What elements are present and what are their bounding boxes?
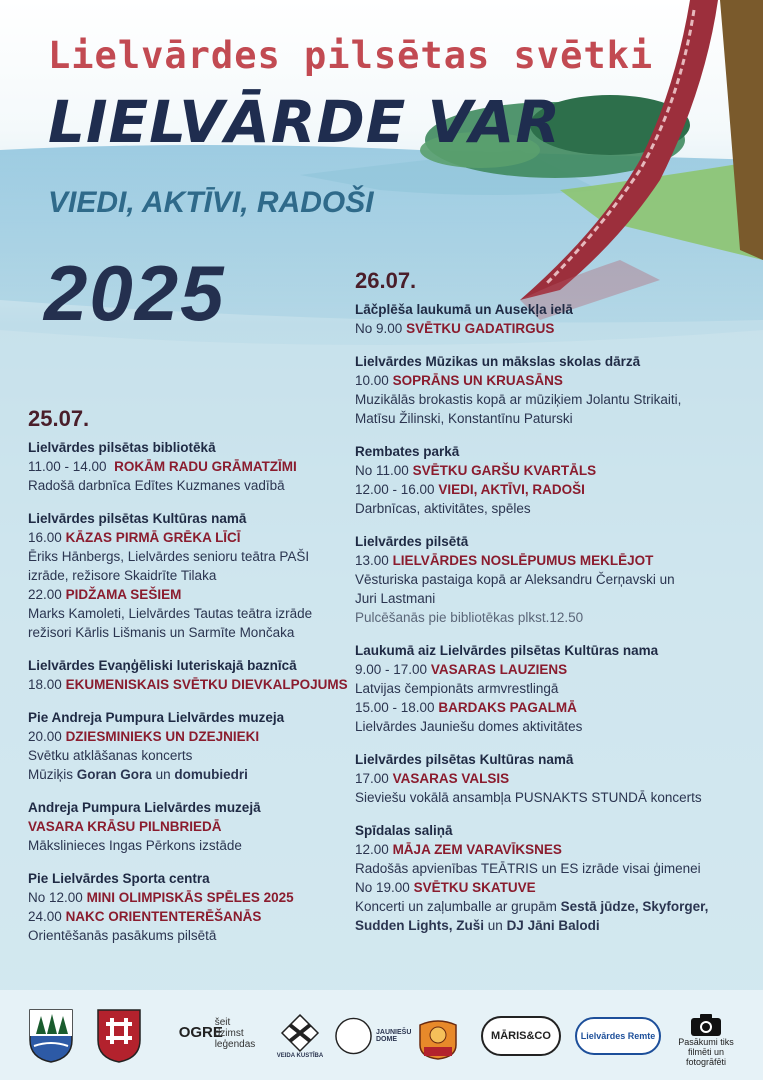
event-block bbox=[28, 869, 398, 945]
venue: Lielvārdes Evaņģēliski luteriskajā baznīcā bbox=[28, 658, 297, 673]
event-time: 11.00 - 14.00 bbox=[28, 459, 107, 474]
event-time: 24.00 bbox=[28, 909, 62, 924]
event-description: Juri Lastmani bbox=[355, 591, 436, 606]
camera-notice-line: filmēti un bbox=[687, 1047, 724, 1057]
ogre-county-coat-of-arms-icon bbox=[96, 1008, 142, 1064]
event-title: ROKĀM RADU GRĀMATZĪMI bbox=[114, 459, 297, 474]
event-line bbox=[28, 528, 398, 547]
venue: Lielvārdes pilsētas Kultūras namā bbox=[28, 511, 247, 526]
event-title: KĀZAS PIRMĀ GRĒKA LĪCĪ bbox=[65, 530, 241, 545]
event-line bbox=[28, 457, 398, 476]
lielvardes-remte-logo bbox=[578, 1008, 658, 1064]
event-time: No 19.00 bbox=[355, 880, 410, 895]
event-line bbox=[355, 878, 750, 897]
event-block bbox=[28, 656, 398, 694]
performer-name: DJ Jāni Balodi bbox=[506, 918, 600, 933]
jauniesu-circle-icon bbox=[334, 1016, 373, 1056]
event-line bbox=[355, 480, 750, 499]
event-title: VASARAS LAUZIENS bbox=[430, 662, 568, 677]
ogre-slogan-line: dzimst bbox=[214, 1027, 244, 1039]
event-title: VIEDI, AKTĪVI, RADOŠI bbox=[438, 482, 585, 497]
ogre-slogan-line: leģendas bbox=[214, 1038, 256, 1050]
event-time: No 9.00 bbox=[355, 321, 403, 336]
event-description: Lielvārdes Jauniešu domes aktivitātes bbox=[355, 719, 583, 734]
day1-schedule bbox=[28, 406, 398, 959]
event-time: 15.00 - 18.00 bbox=[355, 700, 435, 715]
veida-label: VEIDA KUSTĪBA bbox=[276, 1053, 324, 1059]
text: un bbox=[155, 767, 171, 782]
event-line bbox=[28, 675, 398, 694]
event-time: 20.00 bbox=[28, 729, 62, 744]
day1-date: 25.07. bbox=[28, 406, 90, 431]
event-description: Darbnīcas, aktivitātes, spēles bbox=[355, 501, 531, 516]
event-title: VASARAS VALSIS bbox=[392, 771, 510, 786]
event-time: 12.00 - 16.00 bbox=[355, 482, 435, 497]
event-title: VASARA KRĀSU PILNBRIEDĀ bbox=[28, 819, 222, 834]
event-title: SOPRĀNS UN KRUASĀNS bbox=[392, 373, 563, 388]
jauniesu-label: JAUNIEŠU DOME bbox=[376, 1029, 412, 1043]
event-time: 9.00 - 17.00 bbox=[355, 662, 428, 677]
event-title: NAKC ORIENTENTERĒŠANĀS bbox=[65, 909, 262, 924]
event-line bbox=[355, 840, 750, 859]
maris-co-logo bbox=[478, 1008, 564, 1064]
event-block bbox=[355, 442, 750, 518]
event-title: MĀJA ZEM VARAVĪKSNES bbox=[392, 842, 562, 857]
event-block bbox=[355, 750, 750, 807]
event-description: Radošās apvienības TEĀTRIS un ES izrāde visai ģimenei bbox=[355, 861, 701, 876]
performer-name: Goran Gora bbox=[76, 767, 152, 782]
event-time: 10.00 bbox=[355, 373, 389, 388]
venue: Andreja Pumpura Lielvārdes muzejā bbox=[28, 800, 261, 815]
event-description: Vēsturiska pastaiga kopā ar Aleksandru Čerņavski un bbox=[355, 572, 675, 587]
day2-schedule bbox=[355, 268, 750, 949]
slogan-subtitle: VIEDI, AKTĪVI, RADOŠI bbox=[48, 186, 374, 219]
event-title: LIELVĀRDES NOSLĒPUMUS MEKLĒJOT bbox=[392, 553, 654, 568]
event-block bbox=[355, 532, 750, 627]
ogre-brand-logo bbox=[172, 1008, 262, 1058]
text: Koncerti un zaļumballe ar grupām bbox=[355, 899, 557, 914]
venue: Lāčplēša laukumā un Ausekļa ielā bbox=[355, 302, 573, 317]
jauniesu-dome-logo bbox=[334, 1008, 410, 1064]
event-title: PIDŽAMA SEŠIEM bbox=[65, 587, 182, 602]
event-line bbox=[28, 907, 398, 926]
camera-notice-text bbox=[678, 1037, 734, 1067]
ogre-mark: OGRE bbox=[178, 1024, 223, 1041]
event-description: Mākslinieces Ingas Pērkons izstāde bbox=[28, 838, 242, 853]
event-block bbox=[355, 352, 750, 428]
event-block bbox=[355, 641, 750, 736]
venue: Lielvārdes pilsētas Kultūras namā bbox=[355, 752, 574, 767]
event-description: Matīsu Žilinski, Konstantīnu Paturski bbox=[355, 411, 573, 426]
event-block bbox=[28, 438, 398, 495]
veida-diamond-icon bbox=[280, 1013, 320, 1053]
event-line bbox=[355, 551, 750, 570]
event-line bbox=[28, 888, 398, 907]
event-line bbox=[28, 585, 398, 604]
event-note: Pulcēšanās pie bibliotēkas plkst.12.50 bbox=[355, 610, 584, 625]
venue: Lielvārdes Mūzikas un mākslas skolas dārzā bbox=[355, 354, 641, 369]
remte-label: Lielvārdes Remte bbox=[575, 1017, 662, 1055]
event-title: MINI OLIMPISKĀS SPĒLES 2025 bbox=[86, 890, 294, 905]
event-time: 16.00 bbox=[28, 530, 62, 545]
event-block bbox=[28, 798, 398, 855]
event-title: DZIESMINIEKS UN DZEJNIEKI bbox=[65, 729, 260, 744]
venue: Laukumā aiz Lielvārdes pilsētas Kultūras nama bbox=[355, 643, 659, 658]
event-description: Svētku atklāšanas koncerts bbox=[28, 748, 193, 763]
event-time: No 11.00 bbox=[355, 463, 409, 478]
event-description: režisori Kārlis Lišmanis un Sarmīte Mončaka bbox=[28, 625, 295, 640]
event-description: Ēriks Hānbergs, Lielvārdes senioru teātra PAŠI bbox=[28, 549, 310, 564]
event-time: 18.00 bbox=[28, 677, 62, 692]
event-title: EKUMENISKAIS SVĒTKU DIEVKALPOJUMS bbox=[65, 677, 348, 692]
event-line bbox=[355, 461, 750, 480]
adazi-logo bbox=[414, 1008, 462, 1064]
event-description bbox=[355, 916, 750, 935]
event-block bbox=[28, 708, 398, 784]
event-description: Radošā darbnīca Edītes Kuzmanes vadībā bbox=[28, 478, 285, 493]
event-line bbox=[28, 817, 398, 836]
text: un bbox=[487, 918, 503, 933]
event-time: 13.00 bbox=[355, 553, 389, 568]
camera-notice-line: Pasākumi tiks bbox=[678, 1037, 734, 1047]
event-title: BARDAKS PAGALMĀ bbox=[438, 700, 577, 715]
event-title: SVĒTKU SKATUVE bbox=[413, 880, 536, 895]
event-description: Marks Kamoleti, Lielvārdes Tautas teātra izrāde bbox=[28, 606, 313, 621]
camera-notice-line: fotogrāfēti bbox=[685, 1057, 727, 1067]
event-time: 22.00 bbox=[28, 587, 62, 602]
veida-kustiba-logo bbox=[272, 1008, 328, 1064]
event-line bbox=[355, 698, 750, 717]
event-description bbox=[28, 765, 398, 784]
venue: Pie Lielvārdes Sporta centra bbox=[28, 871, 210, 886]
event-line bbox=[355, 371, 750, 390]
camera-notice bbox=[674, 1008, 738, 1072]
sponsor-logos bbox=[0, 1000, 763, 1080]
year-title: 2025 bbox=[44, 249, 226, 337]
event-description: Sieviešu vokālā ansambļa PUSNAKTS STUNDĀ koncerts bbox=[355, 790, 702, 805]
event-description: Latvijas čempionāts armvrestlingā bbox=[355, 681, 559, 696]
event-description: Muzikālās brokastis kopā ar mūziķiem Jolantu Strikaiti, bbox=[355, 392, 682, 407]
venue: Rembates parkā bbox=[355, 444, 460, 459]
maris-label: MĀRIS&CO bbox=[481, 1016, 561, 1056]
performer-name: domubiedri bbox=[174, 767, 248, 782]
ogre-slogan-line: šeit bbox=[214, 1016, 231, 1028]
day2-date: 26.07. bbox=[355, 268, 417, 293]
event-time: No 12.00 bbox=[28, 890, 83, 905]
event-line bbox=[355, 769, 750, 788]
event-description: izrāde, režisore Skaidrīte Tilaka bbox=[28, 568, 217, 583]
event-line bbox=[355, 319, 750, 338]
venue: Pie Andreja Pumpura Lielvārdes muzeja bbox=[28, 710, 285, 725]
event-time: 12.00 bbox=[355, 842, 389, 857]
slogan-title: LIELVĀRDE VAR bbox=[48, 88, 562, 156]
performer-name: Sudden Lights, Zuši bbox=[355, 918, 484, 933]
event-line bbox=[355, 660, 750, 679]
event-description: Orientēšanās pasākums pilsētā bbox=[28, 928, 217, 943]
text: Mūziķis bbox=[28, 767, 74, 782]
venue: Spīdalas saliņā bbox=[355, 823, 453, 838]
event-title: SVĒTKU GARŠU KVARTĀLS bbox=[412, 463, 597, 478]
adazi-label: ĀDAŽI bbox=[428, 1049, 448, 1055]
event-time: 17.00 bbox=[355, 771, 389, 786]
ogre-slogan bbox=[215, 1017, 256, 1050]
performer-name: Sestā jūdze, Skyforger, bbox=[560, 899, 709, 914]
venue: Lielvārdes pilsētā bbox=[355, 534, 469, 549]
event-description bbox=[355, 897, 750, 916]
event-block bbox=[355, 300, 750, 338]
event-line bbox=[28, 727, 398, 746]
event-title: SVĒTKU GADATIRGUS bbox=[406, 321, 555, 336]
festival-title: Lielvārdes pilsētas svētki bbox=[48, 34, 654, 77]
venue: Lielvārdes pilsētas bibliotēkā bbox=[28, 440, 216, 455]
event-block bbox=[355, 821, 750, 935]
lielvarde-coat-of-arms-icon bbox=[28, 1008, 74, 1064]
camera-icon bbox=[690, 1013, 722, 1037]
event-block bbox=[28, 509, 398, 642]
